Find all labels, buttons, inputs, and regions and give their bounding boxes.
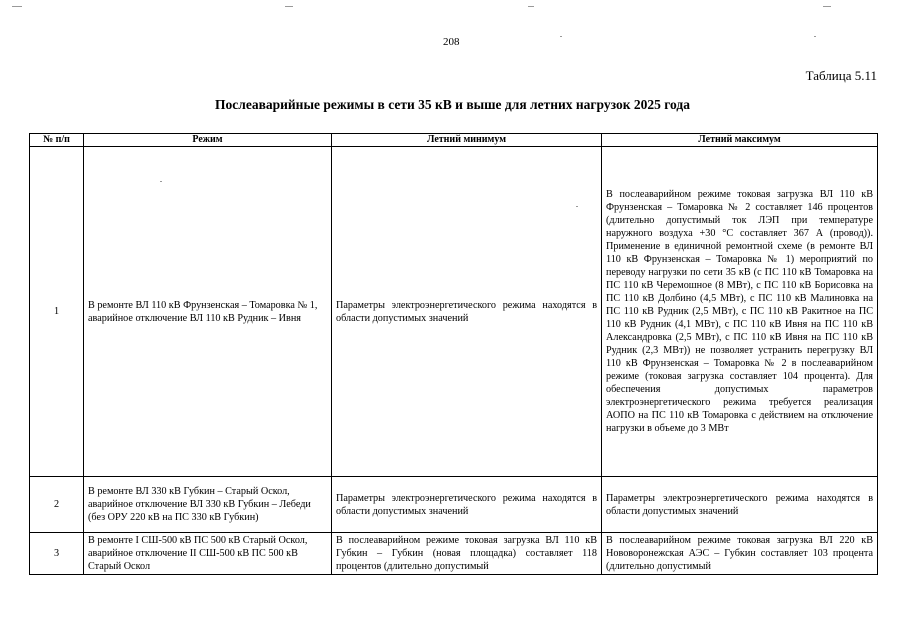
table-label: Таблица 5.11 — [805, 68, 877, 83]
row-summer-min: В послеаварийном режиме токовая загрузка ВЛ 110 кВ Губкин – Губкин (новая площадка) составляет 118 процентов (длительно допустимый — [332, 533, 602, 575]
modes-table — [29, 133, 878, 575]
row-summer-max: В послеаварийном режиме токовая загрузка ВЛ 220 кВ Нововоронежская АЭС – Губкин составляет 103 процента (длительно допустимый — [602, 533, 878, 575]
row-number: 2 — [30, 477, 84, 533]
header-mode: Режим — [84, 134, 332, 147]
scan-speck — [576, 206, 578, 207]
table-header-row — [30, 134, 878, 147]
header-summer-max: Летний максимум — [602, 134, 878, 147]
scan-speck — [285, 6, 293, 7]
scan-speck — [528, 6, 534, 7]
table-row — [30, 147, 878, 477]
row-number: 3 — [30, 533, 84, 575]
scan-speck — [814, 36, 816, 37]
page-number: 208 — [443, 36, 460, 48]
scan-speck — [823, 6, 831, 7]
row-summer-min: Параметры электроэнергетического режима находятся в области допустимых значений — [332, 147, 602, 477]
row-number: 1 — [30, 147, 84, 477]
table-row — [30, 533, 878, 575]
scan-speck — [12, 6, 22, 7]
table-row — [30, 477, 878, 533]
row-summer-min: Параметры электроэнергетического режима находятся в области допустимых значений — [332, 477, 602, 533]
document-title: Послеаварийные режимы в сети 35 кВ и выше для летних нагрузок 2025 года — [215, 97, 690, 112]
scan-speck — [160, 181, 162, 182]
row-mode: В ремонте ВЛ 330 кВ Губкин – Старый Оскол, аварийное отключение ВЛ 330 кВ Губкин – Лебеди (без ОРУ 220 кВ на ПС 330 кВ Губкин) — [84, 477, 332, 533]
row-summer-max: В послеаварийном режиме токовая загрузка ВЛ 110 кВ Фрунзенская – Томаровка № 2 составляет 146 процентов (длительно допустимый ток ЛЭП при температуре наружного воздуха +30 °С составляет 367 А (провод)). Применение в единичной ремонтной схеме (в ремонте ВЛ 110 кВ Фрунзенская – Томаровка № 1) мероприятий по переводу нагрузки по сети 35 кВ (с ПС 110 кВ Томаровка на ПС 110 кВ Черемошное (8 МВт), с ПС 110 кВ Борисовка на ПС 110 кВ Долбино (4,5 МВт), с ПС 110 кВ Малиновка на ПС 110 кВ Рудник (2,5 МВт), с ПС 110 кВ Ракитное на ПС 110 кВ Рудник (4,1 МВт), с ПС 110 кВ Ивня на ПС 110 кВ Александровка (2,5 МВт), с ПС 110 кВ Ивня на ПС 110 кВ Рудник (2,3 МВт)) не позволяет устранить перегрузку ВЛ 110 кВ Фрунзенская – Томаровка № 2 в послеаварийном режиме (токовая загрузка составляет 104 процента). Для обеспечения допустимых параметров электроэнергетического режима требуется реализация АОПО на ПС 110 кВ Томаровка с действием на отключение нагрузки в объеме до 3 МВт — [602, 147, 878, 477]
row-mode: В ремонте ВЛ 110 кВ Фрунзенская – Томаровка № 1, аварийное отключение ВЛ 110 кВ Рудник – Ивня — [84, 147, 332, 477]
header-num: № п/п — [30, 134, 84, 147]
row-summer-max: Параметры электроэнергетического режима находятся в области допустимых значений — [602, 477, 878, 533]
row-mode: В ремонте I СШ-500 кВ ПС 500 кВ Старый Оскол, аварийное отключение II СШ-500 кВ ПС 500 кВ Старый Оскол — [84, 533, 332, 575]
header-summer-min: Летний минимум — [332, 134, 602, 147]
scan-speck — [560, 36, 562, 37]
